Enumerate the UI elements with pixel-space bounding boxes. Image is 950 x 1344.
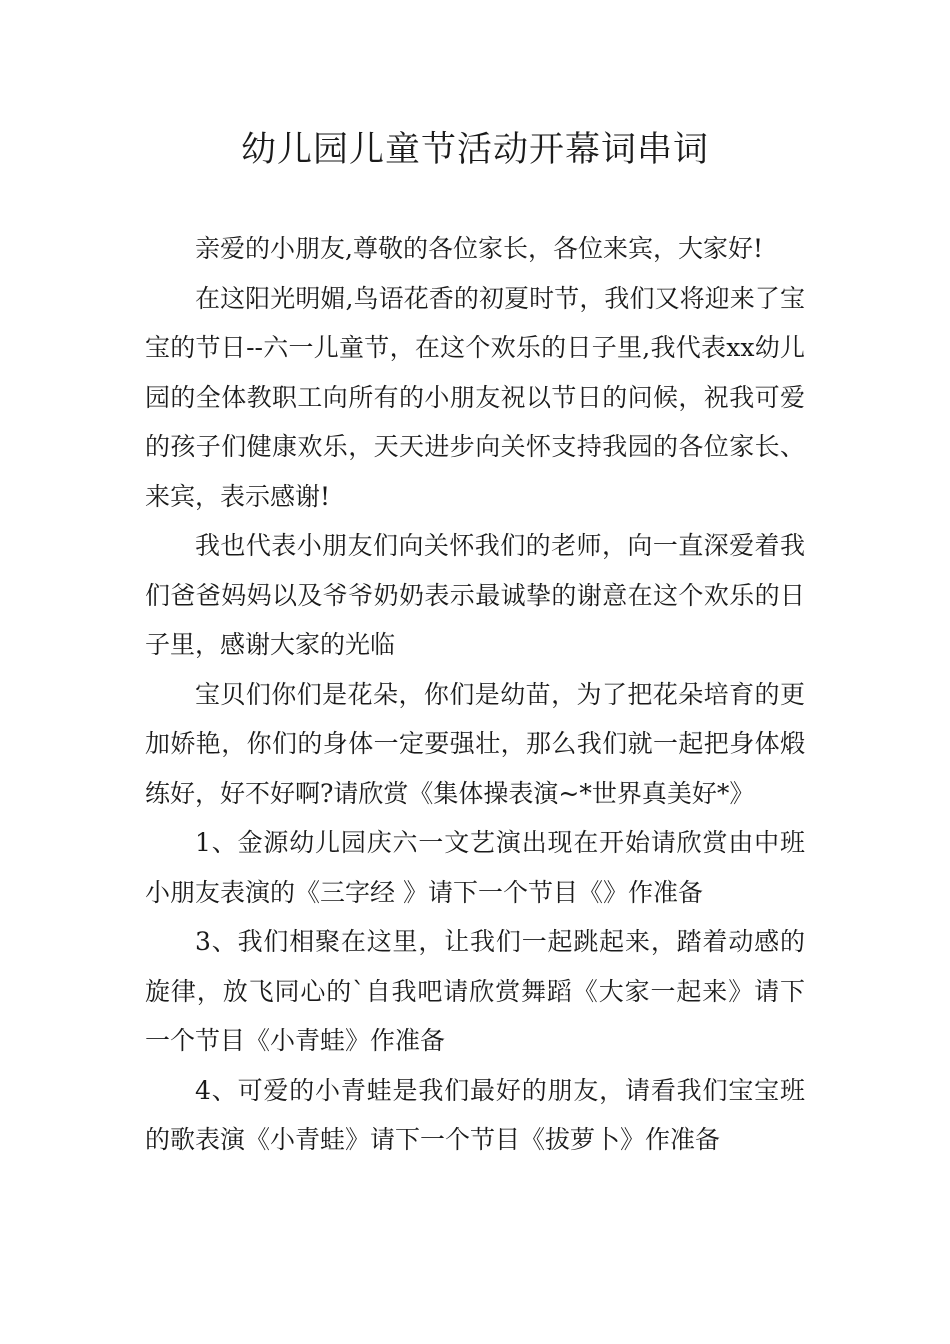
document-title: 幼儿园儿童节活动开幕词串词: [240, 130, 709, 170]
document-body: [145, 224, 805, 1165]
paragraph-greeting: 亲爱的小朋友,尊敬的各位家长，各位来宾，大家好!: [195, 234, 763, 263]
paragraph-thanks: 我也代表小朋友们向关怀我们的老师，向一直深爱着我们爸爸妈妈以及爷爷奶奶表示最诚挚的谢意在这个欢乐的日子里，感谢大家的光临: [145, 531, 805, 659]
paragraph-program-4: 4、可爱的小青蛙是我们最好的朋友，请看我们宝宝班的歌表演《小青蛙》请下一个节目《拔萝卜》作准备: [145, 1075, 805, 1154]
paragraph-opening: 在这阳光明媚,鸟语花香的初夏时节，我们又将迎来了宝宝的节日--六一儿童节，在这个欢乐的日子里,我代表xx幼儿园的全体教职工向所有的小朋友祝以节日的问候，祝我可爱的孩子们健康欢乐，天天进步向关怀支持我园的各位家长、来宾，表示感谢!: [145, 283, 805, 511]
paragraph-exercise: 宝贝们你们是花朵，你们是幼苗，为了把花朵培育的更加娇艳，你们的身体一定要强壮，那么我们就一起把身体煅练好，好不好啊?请欣赏《集体操表演~*世界真美好*》: [145, 679, 805, 808]
paragraph-program-1: 1、金源幼儿园庆六一文艺演出现在开始请欣赏由中班小朋友表演的《三字经 》请下一个节目《》作准备: [145, 828, 805, 907]
paragraph-program-3: 3、我们相聚在这里，让我们一起跳起来，踏着动感的旋律，放飞同心的`自我吧请欣赏舞蹈《大家一起来》请下一个节目《小青蛙》作准备: [145, 927, 805, 1055]
